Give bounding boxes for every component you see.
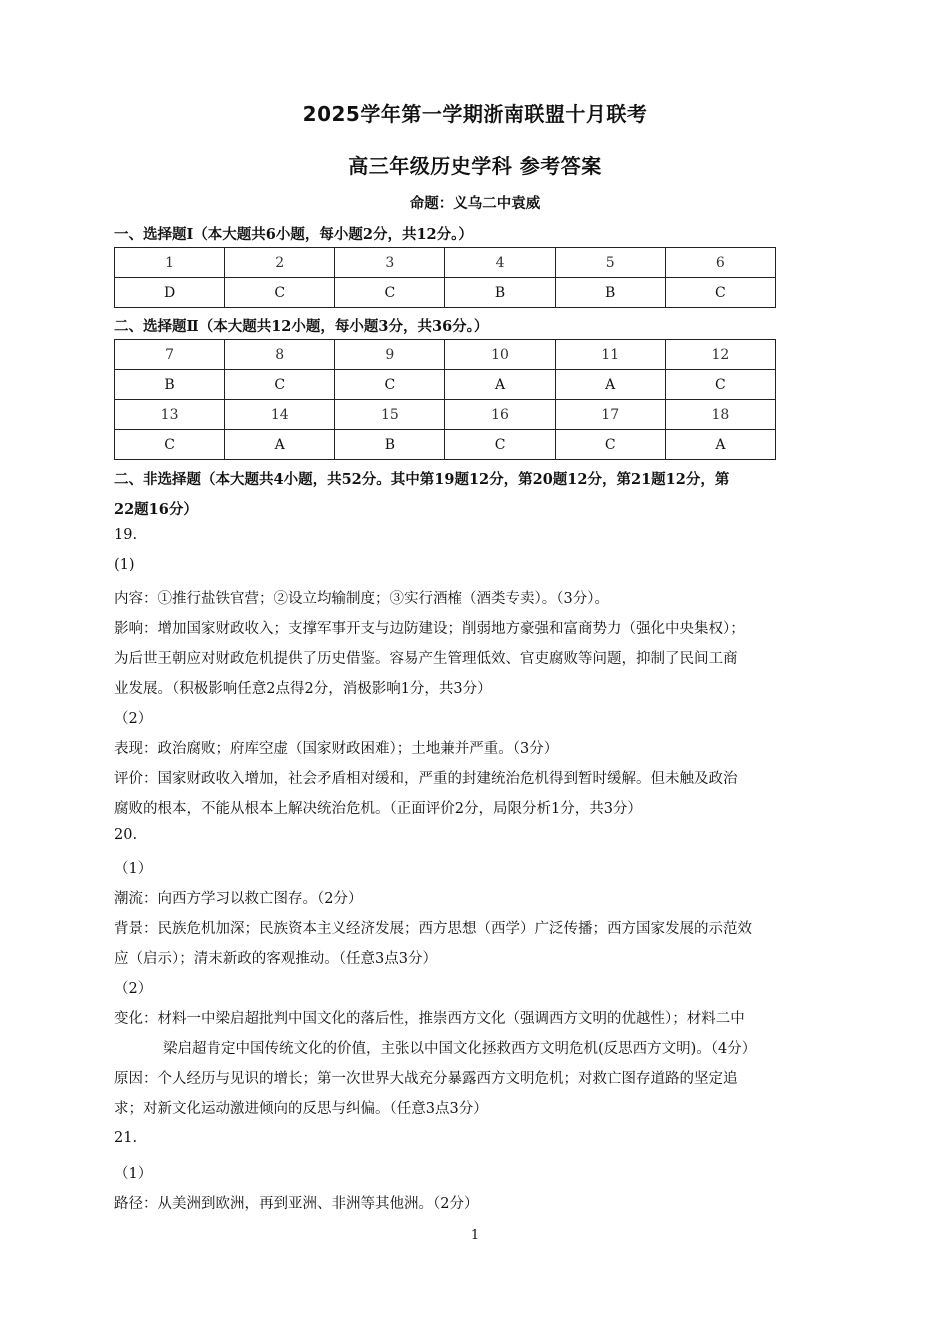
table-row xyxy=(115,400,776,430)
answer-cell: A xyxy=(555,370,665,400)
table-row xyxy=(115,278,776,308)
sub-question-label: （1） xyxy=(114,861,153,877)
answer-line: 为后世王朝应对财政危机提供了历史借鉴。容易产生管理低效、官吏腐败等问题，抑制了民间工商 xyxy=(114,651,738,667)
answer-line: 应（启示）；清末新政的客观推动。（任意3点3分） xyxy=(114,951,437,967)
answer-line: 表现：政治腐败；府库空虚（国家财政困难）；土地兼并严重。（3分） xyxy=(114,741,559,757)
question-number: 12 xyxy=(665,340,775,370)
question-19-number: 19. xyxy=(114,527,138,543)
answer-line: 评价：国家财政收入增加，社会矛盾相对缓和，严重的封建统治危机得到暂时缓解。但未触及政治 xyxy=(114,771,738,787)
sub-question-label: （2） xyxy=(114,981,153,997)
question-number: 14 xyxy=(225,400,335,430)
question-number: 9 xyxy=(335,340,445,370)
question-21-number: 21. xyxy=(114,1130,138,1146)
question-number: 16 xyxy=(445,400,555,430)
section3-heading-line1: 二、非选择题（本大题共4小题，共52分。其中第19题12分，第20题12分，第21题12分，第 xyxy=(114,471,730,488)
section1-answer-table xyxy=(114,247,776,308)
answer-cell: B xyxy=(555,278,665,308)
question-number: 2 xyxy=(225,248,335,278)
answer-cell: C xyxy=(555,430,665,460)
question-number: 7 xyxy=(115,340,225,370)
answer-cell: D xyxy=(115,278,225,308)
answer-cell: C xyxy=(115,430,225,460)
answer-line: 变化：材料一中梁启超批判中国文化的落后性，推崇西方文化（强调西方文明的优越性）；材料二中 xyxy=(114,1011,745,1027)
question-number: 11 xyxy=(555,340,665,370)
question-number: 15 xyxy=(335,400,445,430)
question-number: 5 xyxy=(555,248,665,278)
answer-cell: C xyxy=(335,370,445,400)
answer-cell: C xyxy=(335,278,445,308)
sub-question-label: （1） xyxy=(114,1166,153,1182)
answer-cell: C xyxy=(225,278,335,308)
answer-cell: C xyxy=(665,278,775,308)
section3-heading-line2: 22题16分） xyxy=(114,501,198,518)
question-20-number: 20. xyxy=(114,827,138,843)
answer-line: 腐败的根本，不能从根本上解决统治危机。（正面评价2分，局限分析1分，共3分） xyxy=(114,801,642,817)
question-number: 10 xyxy=(445,340,555,370)
answer-line: 梁启超肯定中国传统文化的价值，主张以中国文化拯救西方文明危机(反思西方文明)。（4分） xyxy=(163,1041,757,1057)
answer-line: 原因：个人经历与见识的增长；第一次世界大战充分暴露西方文明危机；对救亡图存道路的坚定追 xyxy=(114,1071,738,1087)
answer-line: 求；对新文化运动激进倾向的反思与纠偏。（任意3点3分） xyxy=(114,1101,488,1117)
answer-line: 内容：①推行盐铁官营；②设立均输制度；③实行酒榷（酒类专卖）。（3分）。 xyxy=(114,591,609,607)
answer-cell: A xyxy=(445,370,555,400)
question-number: 17 xyxy=(555,400,665,430)
question-number: 3 xyxy=(335,248,445,278)
table-row xyxy=(115,370,776,400)
answer-cell: A xyxy=(225,430,335,460)
document-title: 2025学年第一学期浙南联盟十月联考 xyxy=(302,102,648,126)
answer-cell: A xyxy=(665,430,775,460)
sub-question-label: （2） xyxy=(114,711,153,727)
question-number: 13 xyxy=(115,400,225,430)
answer-cell: C xyxy=(665,370,775,400)
page-number: 1 xyxy=(470,1228,480,1243)
question-number: 8 xyxy=(225,340,335,370)
table-row xyxy=(115,430,776,460)
answer-cell: B xyxy=(445,278,555,308)
sub-question-label: (1) xyxy=(114,557,135,573)
answer-line: 影响：增加国家财政收入；支撑军事开支与边防建设；削弱地方豪强和富商势力（强化中央集权）； xyxy=(114,621,745,637)
author-line: 命题：义乌二中袁威 xyxy=(409,195,541,212)
table-row xyxy=(115,340,776,370)
table-row xyxy=(115,248,776,278)
section1-heading: 一、选择题Ⅰ（本大题共6小题，每小题2分，共12分。） xyxy=(114,226,473,243)
question-number: 18 xyxy=(665,400,775,430)
answer-cell: B xyxy=(335,430,445,460)
question-number: 4 xyxy=(445,248,555,278)
section2-answer-table xyxy=(114,339,776,460)
answer-cell: B xyxy=(115,370,225,400)
answer-line: 潮流：向西方学习以救亡图存。（2分） xyxy=(114,891,363,907)
answer-line: 路径：从美洲到欧洲，再到亚洲、非洲等其他洲。（2分） xyxy=(114,1196,479,1212)
answer-line: 业发展。（积极影响任意2点得2分，消极影响1分，共3分） xyxy=(114,681,492,697)
question-number: 6 xyxy=(665,248,775,278)
answer-cell: C xyxy=(445,430,555,460)
document-subtitle: 高三年级历史学科 参考答案 xyxy=(348,154,602,178)
answer-line: 背景：民族危机加深；民族资本主义经济发展；西方思想（西学）广泛传播；西方国家发展的示范效 xyxy=(114,921,752,937)
section2-heading: 二、选择题Ⅱ（本大题共12小题，每小题3分，共36分。） xyxy=(114,318,489,335)
question-number: 1 xyxy=(115,248,225,278)
answer-cell: C xyxy=(225,370,335,400)
